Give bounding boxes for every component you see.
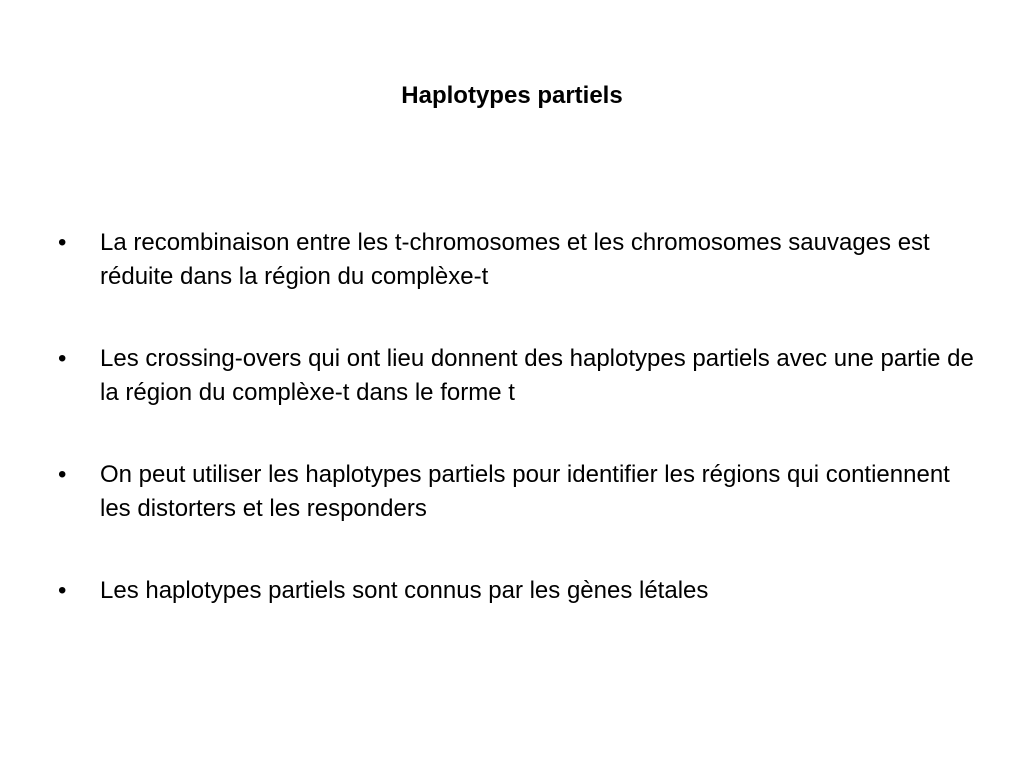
bullet-list bbox=[56, 226, 976, 608]
bullet-icon: • bbox=[58, 577, 67, 604]
bullet-item bbox=[56, 458, 976, 526]
bullet-text: Les haplotypes partiels sont connus par les gènes létales bbox=[100, 577, 709, 604]
bullet-item bbox=[56, 574, 976, 608]
bullet-text: On peut utiliser les haplotypes partiels pour identifier les régions qui contiennent les distorters et les responders bbox=[100, 461, 950, 522]
bullet-text: Les crossing-overs qui ont lieu donnent des haplotypes partiels avec une partie de la région du complèxe-t dans le forme t bbox=[100, 345, 974, 406]
bullet-icon: • bbox=[58, 345, 67, 372]
bullet-text: La recombinaison entre les t-chromosomes et les chromosomes sauvages est réduite dans la région du complèxe-t bbox=[100, 229, 930, 290]
slide-title: Haplotypes partiels bbox=[401, 82, 623, 109]
bullet-icon: • bbox=[58, 229, 67, 256]
bullet-item bbox=[56, 342, 976, 410]
bullet-icon: • bbox=[58, 461, 67, 488]
bullet-item bbox=[56, 226, 976, 294]
